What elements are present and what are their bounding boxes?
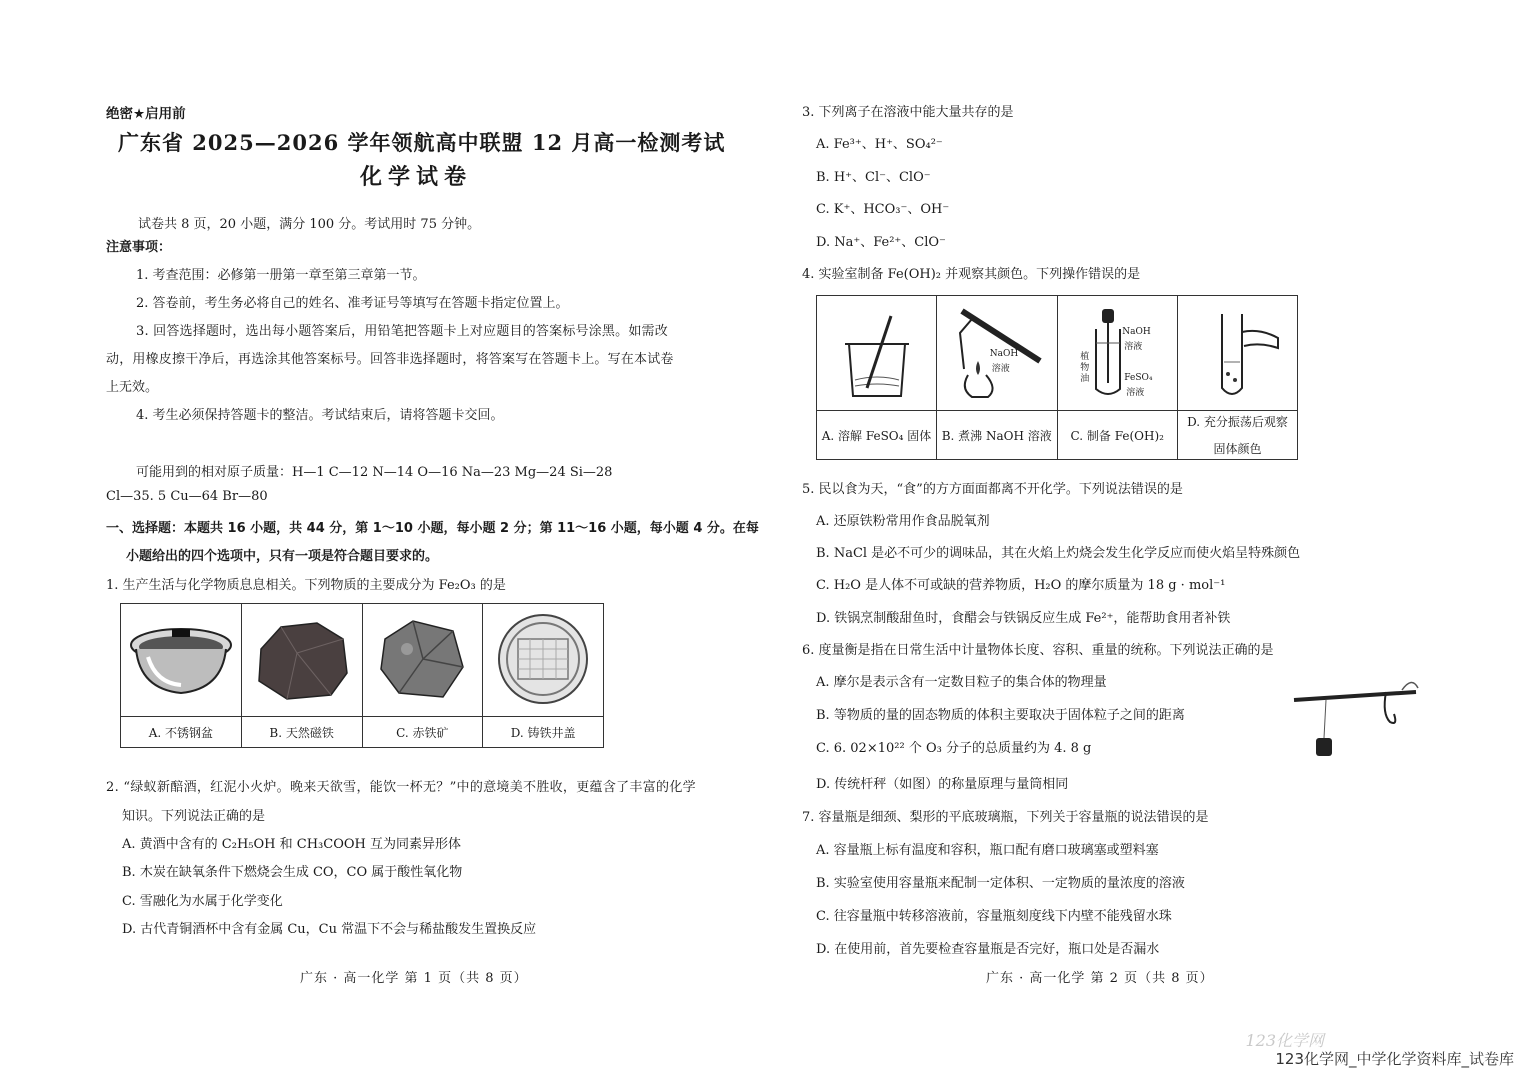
notice-item: 上无效。 <box>106 380 159 395</box>
notice-item: 3. 回答选择题时，选出每小题答案后，用铅笔把答题卡上对应题目的答案标号涂黑。如需改 <box>136 324 668 339</box>
section-heading: 一、选择题：本题共 16 小题，共 44 分，第 1～10 小题，每小题 2 分；第 11～16 小题，每小题 4 分。在每 <box>106 521 759 536</box>
q3-option: B. H⁺、Cl⁻、ClO⁻ <box>816 170 931 185</box>
q6-option: D. 传统杆秤（如图）的称量原理与量筒相同 <box>816 777 1069 792</box>
q4-option-d-cell <box>1178 411 1298 460</box>
page-footer: 广东 · 高一化学 第 1 页（共 8 页） <box>300 971 528 986</box>
question-3-stem: 3. 下列离子在溶液中能大量共存的是 <box>802 105 1014 120</box>
q5-option: A. 还原铁粉常用作食品脱氧剂 <box>816 514 990 529</box>
question-7-stem: 7. 容量瓶是细颈、梨形的平底玻璃瓶，下列关于容量瓶的说法错误的是 <box>802 810 1209 825</box>
q7-option: B. 实验室使用容量瓶来配制一定体积、一定物质的量浓度的溶液 <box>816 876 1185 891</box>
q4-image-d <box>1178 296 1298 411</box>
question-6-stem: 6. 度量衡是指在日常生活中计量物体长度、容积、重量的统称。下列说法正确的是 <box>802 643 1274 658</box>
atomic-mass-line: Cl—35. 5 Cu—64 Br—80 <box>106 489 268 504</box>
notice-item: 动，用橡皮擦干净后，再选涂其他答案标号。回答非选择题时，将答案写在答题卡上。写在本试卷 <box>106 352 674 367</box>
q1-option: A. 不锈钢盆 <box>121 717 242 748</box>
q2-option: D. 古代青铜酒杯中含有金属 Cu，Cu 常温下不会与稀盐酸发生置换反应 <box>122 922 537 937</box>
secret-label: 绝密★启用前 <box>106 106 186 122</box>
q3-option: A. Fe³⁺、H⁺、SO₄²⁻ <box>816 137 943 152</box>
q6-option: A. 摩尔是表示含有一定数目粒子的集合体的物理量 <box>816 675 1107 690</box>
solution-label: 溶液 <box>1126 388 1145 398</box>
steelyard-scale-icon <box>1290 670 1430 770</box>
naoh-label: NaOH <box>989 349 1019 359</box>
watermark-site: 123化学网_中学化学资料库_试卷库 <box>1275 1050 1514 1068</box>
magnetite-icon <box>247 609 357 709</box>
q1-option: C. 赤铁矿 <box>362 717 483 748</box>
beaker-stir-icon <box>827 302 927 402</box>
q3-option: C. K⁺、HCO₃⁻、OH⁻ <box>816 202 950 217</box>
q1-image-table <box>120 603 604 748</box>
question-2-stem: 知识。下列说法正确的是 <box>122 809 266 824</box>
notice-item: 1. 考查范围：必修第一册第一章至第三章第一节。 <box>136 268 426 283</box>
solution-label: 溶液 <box>1124 342 1143 352</box>
naoh-label: NaOH <box>1122 327 1151 337</box>
solution-label: 溶液 <box>991 364 1010 374</box>
notice-item: 4. 考生必须保持答题卡的整洁。考试结束后，请将答题卡交回。 <box>136 408 504 423</box>
feso4-label: FeSO₄ <box>1124 373 1153 383</box>
q7-option: C. 往容量瓶中转移溶液前，容量瓶刻度线下内壁不能残留水珠 <box>816 909 1172 924</box>
steel-basin-icon <box>126 609 236 709</box>
notice-heading: 注意事项： <box>106 240 172 255</box>
q5-option: C. H₂O 是人体不可或缺的营养物质，H₂O 的摩尔质量为 18 g · mol⁻¹ <box>816 578 1226 593</box>
q3-option: D. Na⁺、Fe²⁺、ClO⁻ <box>816 235 946 250</box>
q4-image-a <box>817 296 937 411</box>
question-1-stem: 1. 生产生活与化学物质息息相关。下列物质的主要成分为 Fe₂O₃ 的是 <box>106 578 506 593</box>
q1-image-c <box>362 604 483 717</box>
q5-option: B. NaCl 是必不可少的调味品，其在火焰上灼烧会发生化学反应而使火焰呈特殊颜色 <box>816 546 1301 561</box>
q4-image-b <box>937 296 1058 411</box>
q4-option: A. 溶解 FeSO₄ 固体 <box>817 411 937 460</box>
exam-subtitle: 化学试卷 <box>360 164 473 190</box>
page-footer: 广东 · 高一化学 第 2 页（共 8 页） <box>986 971 1214 986</box>
shaking-tube-icon <box>1188 302 1288 402</box>
hematite-icon <box>367 609 477 709</box>
q5-option: D. 铁锅烹制酸甜鱼时，食醋会与铁锅反应生成 Fe²⁺，能帮助食用者补铁 <box>816 611 1231 626</box>
q4-image-c <box>1057 296 1178 411</box>
q1-option: D. 铸铁井盖 <box>483 717 604 748</box>
notice-item: 2. 答卷前，考生务必将自己的姓名、准考证号等填写在答题卡指定位置上。 <box>136 296 569 311</box>
watermark-logo: 123化学网 <box>1245 1031 1324 1050</box>
dropper-test-tube-icon <box>1062 299 1172 407</box>
q7-option: A. 容量瓶上标有温度和容积，瓶口配有磨口玻璃塞或塑料塞 <box>816 843 1159 858</box>
q7-option: D. 在使用前，首先要检查容量瓶是否完好，瓶口处是否漏水 <box>816 942 1160 957</box>
oil-label: 植 <box>1080 352 1090 362</box>
q1-image-d <box>483 604 604 717</box>
oil-label: 油 <box>1080 374 1090 384</box>
q1-option: B. 天然磁铁 <box>241 717 362 748</box>
manhole-cover-icon <box>488 609 598 709</box>
question-2-stem: 2. “绿蚁新醅酒，红泥小火炉。晚来天欲雪，能饮一杯无？”中的意境美不胜收，更蕴含了丰富的化学 <box>106 780 696 795</box>
section-heading: 小题给出的四个选项中，只有一项是符合题目要求的。 <box>126 549 439 564</box>
q2-option: A. 黄酒中含有的 C₂H₅OH 和 CH₃COOH 互为同素异形体 <box>122 837 461 852</box>
q4-option: 固体颜色 <box>1213 442 1262 456</box>
q1-image-a <box>121 604 242 717</box>
question-4-stem: 4. 实验室制备 Fe(OH)₂ 并观察其颜色。下列操作错误的是 <box>802 267 1141 282</box>
q1-image-b <box>241 604 362 717</box>
q4-option: C. 制备 Fe(OH)₂ <box>1057 411 1178 460</box>
q6-option: B. 等物质的量的固态物质的体积主要取决于固体粒子之间的距离 <box>816 708 1185 723</box>
oil-label: 物 <box>1080 363 1090 373</box>
q4-option: B. 煮沸 NaOH 溶液 <box>937 411 1058 460</box>
q2-option: B. 木炭在缺氧条件下燃烧会生成 CO，CO 属于酸性氧化物 <box>122 865 463 880</box>
q2-option: C. 雪融化为水属于化学变化 <box>122 894 283 909</box>
exam-title: 广东省 2025—2026 学年领航高中联盟 12 月高一检测考试 <box>118 130 726 155</box>
question-5-stem: 5. 民以食为天，“食”的方方面面都离不开化学。下列说法错误的是 <box>802 482 1183 497</box>
intro-text: 试卷共 8 页，20 小题，满分 100 分。考试用时 75 分钟。 <box>138 217 481 232</box>
q4-option: D. 充分振荡后观察 <box>1187 415 1288 429</box>
q4-experiment-table <box>816 295 1298 460</box>
atomic-mass-line: 可能用到的相对原子质量：H—1 C—12 N—14 O—16 Na—23 Mg—24 Si—28 <box>136 465 613 480</box>
q6-option: C. 6. 02×10²² 个 O₃ 分子的总质量约为 4. 8 g <box>816 741 1092 756</box>
